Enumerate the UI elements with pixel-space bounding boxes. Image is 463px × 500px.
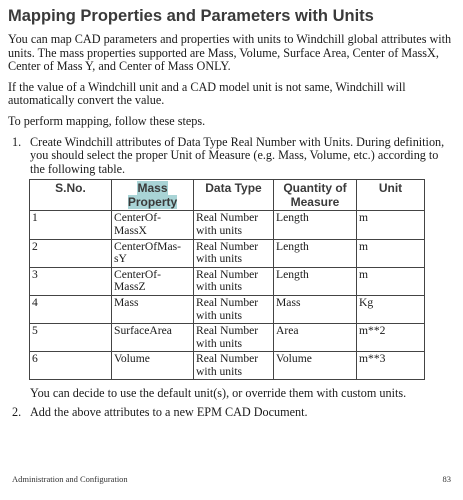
- cell-data-type: [194, 352, 274, 380]
- cell-property-line1: CenterOf-: [114, 211, 161, 225]
- document-page: [8, 6, 453, 420]
- step-2-number: 2.: [12, 405, 22, 420]
- cell-quantity: Length: [274, 211, 357, 239]
- units-table: [29, 179, 425, 380]
- cell-unit: m: [357, 211, 425, 239]
- cell-property: [112, 239, 194, 267]
- cell-data-type-line1: Real Number: [196, 324, 259, 338]
- cell-sno: 5: [30, 324, 112, 352]
- cell-property-line2: sY: [114, 252, 127, 266]
- cell-quantity: Area: [274, 324, 357, 352]
- header-mass-property: [112, 180, 194, 211]
- header-mass-line2: Property: [127, 195, 178, 210]
- perform-paragraph: To perform mapping, follow these steps.: [8, 113, 206, 128]
- step-2: [8, 406, 453, 420]
- footer-doc-title: Administration and Configuration: [12, 474, 128, 484]
- cell-property: SurfaceArea: [112, 324, 194, 352]
- cell-data-type-line1: Real Number: [196, 295, 259, 309]
- cell-data-type-line2: with units: [196, 308, 243, 322]
- header-data-type: Data Type: [194, 180, 274, 211]
- cell-data-type-line2: with units: [196, 252, 243, 266]
- table-row: [30, 324, 425, 352]
- table-row: [30, 295, 425, 323]
- cell-property: Mass: [112, 295, 194, 323]
- cell-quantity: Volume: [274, 352, 357, 380]
- header-sno: S.No.: [30, 180, 112, 211]
- page-number: 83: [442, 474, 451, 484]
- cell-data-type-line2: with units: [196, 336, 243, 350]
- cell-quantity: Length: [274, 267, 357, 295]
- cell-data-type-line1: Real Number: [196, 239, 259, 253]
- cell-property: Volume: [112, 352, 194, 380]
- header-quantity: [274, 180, 357, 211]
- cell-sno: 6: [30, 352, 112, 380]
- cell-unit: m**2: [357, 324, 425, 352]
- cell-unit: m: [357, 239, 425, 267]
- table-row: [30, 267, 425, 295]
- note-paragraph: If the value of a Windchill unit and a CAD model unit is not same, Windchill will automatically convert the value.: [8, 79, 406, 108]
- cell-sno: 1: [30, 211, 112, 239]
- step-2-text: Add the above attributes to a new EPM CAD Document.: [30, 405, 308, 420]
- step-1: [8, 136, 453, 177]
- cell-data-type: [194, 267, 274, 295]
- table-row: [30, 211, 425, 239]
- cell-unit: Kg: [357, 295, 425, 323]
- page-title: Mapping Properties and Parameters with Units: [8, 7, 374, 25]
- step-1-number: 1.: [12, 134, 22, 149]
- cell-property-line2: MassZ: [114, 280, 146, 294]
- cell-data-type: [194, 239, 274, 267]
- table-row: [30, 239, 425, 267]
- table-row: [30, 352, 425, 380]
- cell-property-line1: CenterOf-: [114, 267, 161, 281]
- cell-property-line2: MassX: [114, 223, 147, 237]
- table-header-row: [30, 180, 425, 211]
- cell-quantity: Mass: [274, 295, 357, 323]
- after-table-paragraph: You can decide to use the default unit(s), or override them with custom units.: [30, 386, 407, 401]
- cell-data-type-line1: Real Number: [196, 267, 259, 281]
- cell-quantity: Length: [274, 239, 357, 267]
- cell-sno: 2: [30, 239, 112, 267]
- cell-unit: m**3: [357, 352, 425, 380]
- intro-paragraph: You can map CAD parameters and properties with units to Windchill global attributes with units. The mass properties supported are Mass, Volume, Surface Area, Center of MassX, Center of Mass Y, and Center of Mass ONLY.: [8, 32, 452, 74]
- cell-data-type-line2: with units: [196, 223, 243, 237]
- cell-data-type: [194, 324, 274, 352]
- cell-data-type-line1: Real Number: [196, 211, 259, 225]
- cell-sno: 3: [30, 267, 112, 295]
- header-mass-line1: Mass: [137, 181, 168, 196]
- cell-data-type-line2: with units: [196, 280, 243, 294]
- page-footer: [12, 474, 451, 484]
- cell-data-type: [194, 211, 274, 239]
- cell-property: [112, 267, 194, 295]
- cell-data-type-line2: with units: [196, 364, 243, 378]
- cell-unit: m: [357, 267, 425, 295]
- cell-property-line1: CenterOfMas-: [114, 239, 181, 253]
- header-unit: Unit: [357, 180, 425, 211]
- cell-sno: 4: [30, 295, 112, 323]
- cell-data-type: [194, 295, 274, 323]
- header-quantity-line1: Quantity of: [283, 181, 347, 196]
- cell-data-type-line1: Real Number: [196, 352, 259, 366]
- header-quantity-line2: Measure: [290, 195, 340, 210]
- step-1-text: Create Windchill attributes of Data Type Real Number with Units. During definition, you should select the proper Unit of Measure (e.g. Mass, Volume, etc.) according to the following table.: [30, 134, 445, 176]
- cell-property: [112, 211, 194, 239]
